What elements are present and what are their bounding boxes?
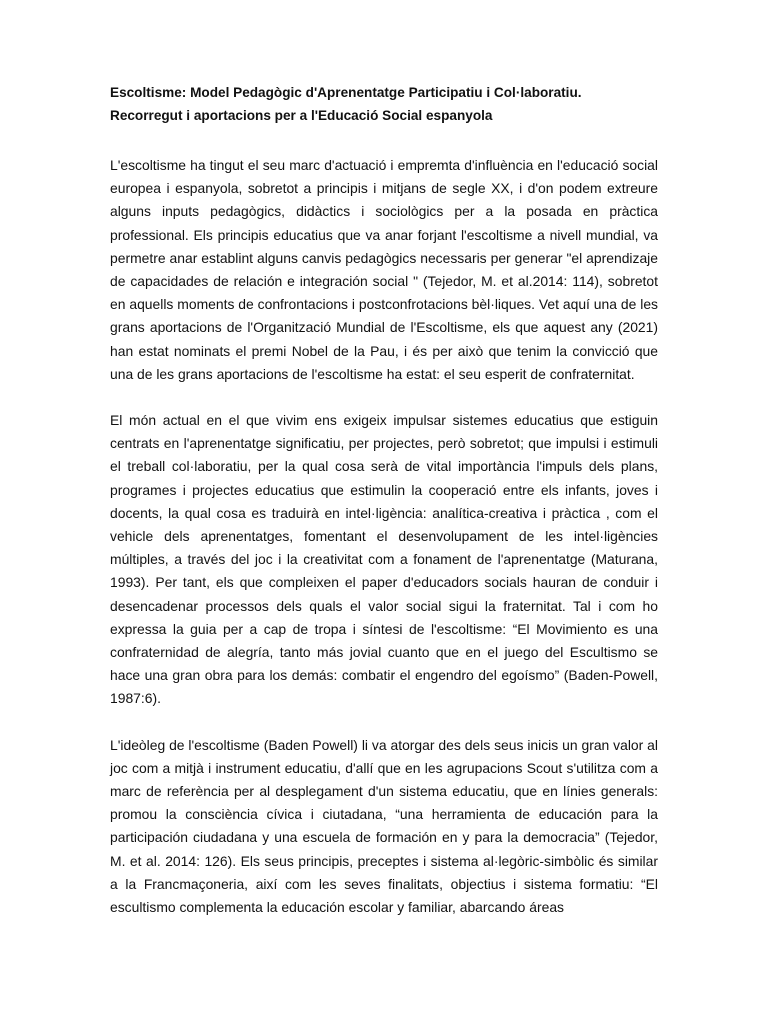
paragraph-3: L'ideòleg de l'escoltisme (Baden Powell) li va atorgar des dels seus inicis un gran valor al joc com a mitjà i instrument educatiu, d'allí que en les agrupacions Scout s'utilitza com a marc de referència per al desplegament d'un sistema educatiu, que en línies generals: promou la consciència cívica i ciutadana, “una herramienta de educación para la participación ciudadana y una escuela de formación en y para la democracia” (Tejedor, M. et al. 2014: 126). Els seus principis, preceptes i sistema al·legòric-simbòlic és similar a la Francmaçoneria, així com les seves finalitats, objectius i sistema formatiu: “El escultismo complementa la educación escolar y familiar, abarcando áreas: [110, 736, 658, 916]
paragraph-2: El món actual en el que vivim ens exigeix impulsar sistemes educatius que estiguin centrats en l'aprenentatge significatiu, per projectes, però sobretot; que impulsi i estimuli el treball col·laboratiu, per la qual cosa serà de vital importància l'impuls dels plans, programes i projectes educatius que estimulin la cooperació entre els infants, joves i docents, la qual cosa es traduirà en intel·ligència: analítica-creativa i pràctica , com el vehicle dels aprenentatges, fomentant el desenvolupament de les intel·ligències múltiples, a través del joc i la creativitat com a fonament de l'aprenentatge (Maturana, 1993). Per tant, els que compleixen el paper d'educadors socials hauran de conduir i desencadenar processos dels quals el valor social sigui la fraternitat. Tal i com ho expressa la guia per a cap de tropa i síntesi de l'escoltisme: “El Movimiento es una confraternidad de alegría, tanto más jovial cuanto que en el juego del Escultismo se hace una gran obra para los demás: combatir el engendro del egoísmo” (Baden-Powell, 1987:6).: [110, 412, 658, 707]
document-page: [110, 82, 658, 919]
title-line-1: Escoltisme: Model Pedagògic d'Aprenentatge Participatiu i Col·laboratiu.: [110, 85, 582, 100]
paragraph-1: L'escoltisme ha tingut el seu marc d'actuació i empremta d'influència en l'educació social europea i espanyola, sobretot a principis i mitjans de segle XX, i d'on podem extreure alguns inputs pedagògics, didàctics i sociològics per a la posada en pràctica professional. Els principis educatius que va anar forjant l'escoltisme a nivell mundial, va permetre anar establint alguns canvis pedagògics necessaris per generar "el aprendizaje de capacidades de relación e integración social " (Tejedor, M. et al.2014: 114), sobretot en aquells moments de confrontacions i postconfrotacions bèl·liques. Vet aquí una de les grans aportacions de l'Organització Mundial de l'Escoltisme, els que aquest any (2021) han estat nominats el premi Nobel de la Pau, i és per això que tenim la convicció que una de les grans aportacions de l'escoltisme ha estat: el seu esperit de confraternitat.: [110, 157, 658, 382]
document-title: [110, 82, 658, 127]
title-line-2: Recorregut i aportacions per a l'Educació Social espanyola: [110, 107, 493, 123]
